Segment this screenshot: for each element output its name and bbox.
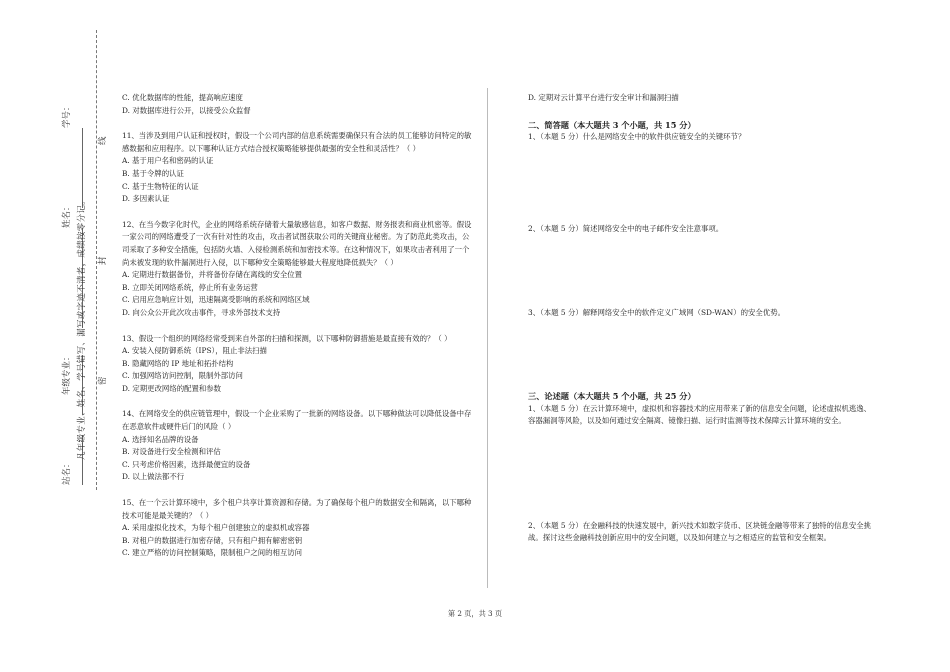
q12-option-a: A. 定期进行数据备份，并将备份存储在离线的安全位置 bbox=[122, 270, 303, 280]
q15-option-d: D. 定期对云计算平台进行安全审计和漏洞扫描 bbox=[528, 93, 679, 102]
essay-1: 1、（本题 5 分）在云计算环境中，虚拟机和容器技术的应用带来了新的信息安全问题，论述虚拟机逃逸、容器漏洞等风险，以及如何通过安全隔离、镜像扫描、运行时监测等技术保障云计算环境的安全。 bbox=[528, 403, 871, 426]
fill-notice: 凡年级专业、姓名、学号错写、漏写或字迹不清者，成绩按零分记。 bbox=[77, 195, 87, 460]
line-mark: 线 bbox=[98, 136, 108, 145]
q13-option-b: B. 隐藏网络的 IP 地址和拓扑结构 bbox=[122, 358, 234, 368]
essay-section-title: 三、论述题（本大题共 5 个小题，共 25 分） bbox=[528, 390, 696, 401]
right-column bbox=[528, 92, 873, 545]
q10-option-d: D. 对数据库进行公开，以接受公众监督 bbox=[122, 105, 251, 115]
essay-2: 2、（本题 5 分）在金融科技的快速发展中，新兴技术如数字货币、区块链金融等带来了独特的信息安全挑战。探讨这些金融科技创新应用中的安全问题，以及如何建立与之相适应的监管和安全框架。 bbox=[528, 520, 871, 543]
q15-option-a: A. 采用虚拟化技术，为每个租户创建独立的虚拟机或容器 bbox=[122, 523, 310, 533]
q14-option-d: D. 以上做法都不行 bbox=[122, 472, 185, 482]
q15-stem: 15、在一个云计算环境中，多个租户共享计算资源和存储。为了确保每个租户的数据安全和隔离，以下哪种技术可能是最关键的？（ ） bbox=[122, 498, 472, 520]
short-answer-2: 2、（本题 5 分）简述网络安全中的电子邮件安全注意事项。 bbox=[528, 223, 724, 233]
q13-option-a: A. 安装入侵防御系统（IPS），阻止非法扫描 bbox=[122, 346, 267, 356]
short-answer-2-space bbox=[528, 235, 873, 307]
q11-option-a: A. 基于用户名和密码的认证 bbox=[122, 156, 214, 166]
seal-dashed-line bbox=[96, 30, 97, 490]
q13-option-c: C. 加强网络访问控制，限制外部访问 bbox=[122, 371, 243, 381]
q15-option-b: B. 对租户的数据进行加密存储，只有租户拥有解密密钥 bbox=[122, 535, 303, 545]
short-answer-3-space bbox=[528, 320, 873, 390]
q11-option-d: D. 多因素认证 bbox=[122, 194, 170, 204]
short-answer-section-title: 二、简答题（本大题共 3 个小题，共 15 分） bbox=[528, 119, 696, 130]
q14-option-a: A. 选择知名品牌的设备 bbox=[122, 434, 199, 444]
essay-1-space bbox=[528, 428, 873, 520]
short-answer-1-space bbox=[528, 144, 873, 223]
q14-option-c: C. 只考虑价格因素，选择最便宜的设备 bbox=[122, 459, 251, 469]
q15-option-c: C. 建立严格的访问控制策略，限制租户之间的相互访问 bbox=[122, 548, 303, 558]
q13-option-d: D. 定期更改网络的配置和参数 bbox=[122, 383, 222, 393]
q12-option-c: C. 启用应急响应计划，迅速隔离受影响的系统和网络区域 bbox=[122, 295, 310, 305]
short-answer-1: 1、（本题 5 分）什么是网络安全中的软件供应链安全的关键环节？ bbox=[528, 132, 746, 142]
q10-option-c: C. 优化数据库的性能，提高响应速度 bbox=[122, 93, 243, 102]
q12-option-b: B. 立即关闭网络系统，停止所有业务运营 bbox=[122, 282, 258, 292]
q14-stem: 14、在网络安全的供应链管理中，假设一个企业采购了一批新的网络设备。以下哪种做法可以降低设备中存在恶意软件或硬件后门的风险（ ） bbox=[122, 409, 472, 432]
q12-stem: 12、在当今数字化时代，企业的网络系统存储着大量敏感信息，如客户数据、财务报表和商业机密等。假设一家公司的网络遭受了一次有针对性的攻击，攻击者试图获取公司的关键商业秘密。为了防范此类攻击，公司采取了多种安全措施，包括防火墙、入侵检测系统和加密技术等。在这种情况下，如果攻击者利用了一个尚未被发现的软件漏洞进行入侵，以下哪种安全策略能够最大程度地降低损失？（ ） bbox=[122, 219, 472, 267]
grade-major-label: 年级专业： bbox=[62, 352, 72, 395]
binding-margin bbox=[0, 0, 110, 672]
q12-option-d: D. 向公众公开此次攻击事件，寻求外部技术支持 bbox=[122, 307, 281, 317]
q14-option-b: B. 对设备进行安全检测和评估 bbox=[122, 447, 221, 457]
q11-option-b: B. 基于令牌的认证 bbox=[122, 168, 184, 178]
left-column bbox=[122, 92, 472, 560]
exam-site-label: 站名： bbox=[62, 459, 72, 485]
bind-mark: 封 bbox=[98, 256, 108, 265]
seal-mark: 密 bbox=[98, 376, 108, 385]
page-footer: 第 2 页，共 3 页 bbox=[447, 609, 503, 618]
student-id-label: 学号： bbox=[62, 102, 72, 128]
q11-option-c: C. 基于生物特征的认证 bbox=[122, 181, 199, 191]
name-label: 姓名： bbox=[62, 202, 72, 228]
column-divider bbox=[487, 88, 488, 588]
q11-stem: 11、当涉及到用户认证和授权时，假设一个公司内部的信息系统需要确保只有合法的员工能够访问特定的敏感数据和应用程序。以下哪种认证方式结合授权策略能够提供最强的安全性和灵活性？（ ） bbox=[122, 131, 472, 153]
q13-stem: 13、假设一个组织的网络经常受到来自外部的扫描和探测，以下哪种防御措施是最直接有效的？（ ） bbox=[122, 333, 452, 343]
short-answer-3: 3、（本题 5 分）解释网络安全中的软件定义广域网（SD-WAN）的安全优势。 bbox=[528, 308, 785, 318]
